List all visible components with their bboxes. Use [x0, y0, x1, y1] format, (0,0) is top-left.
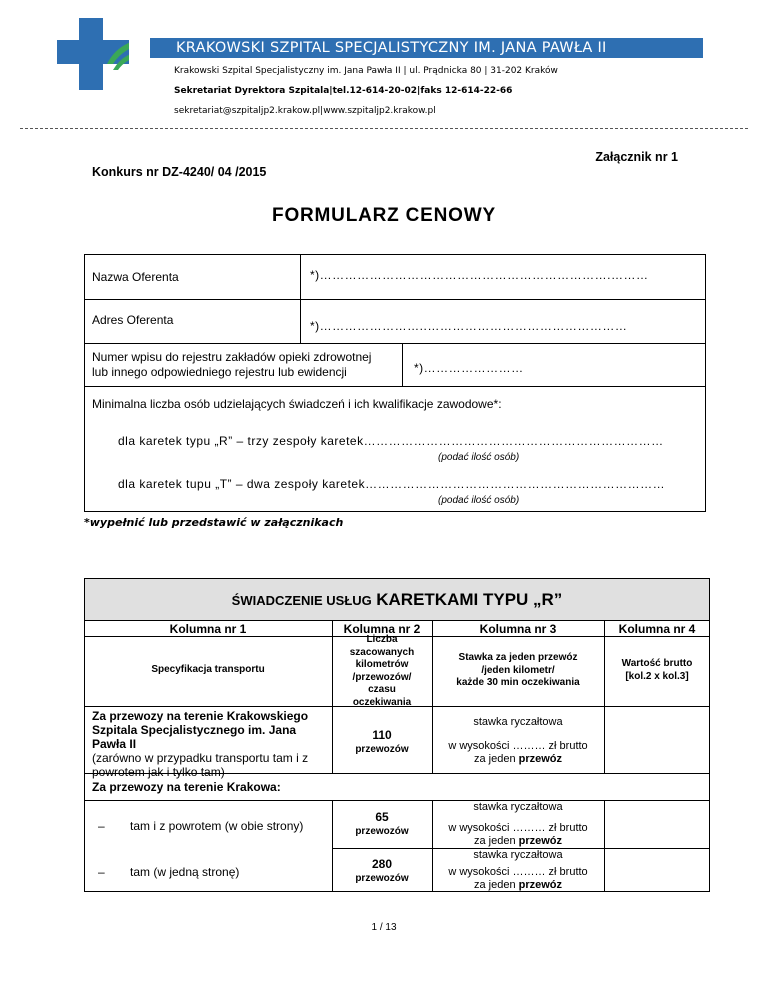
- form-title: FORMULARZ CENOWY: [272, 205, 496, 226]
- row-round-trip-unit: przewozów: [355, 826, 409, 837]
- pricing-table-title: ŚWIADCZENIE USŁUG KARETKAMI TYPU „R”: [231, 590, 563, 609]
- row-round-trip-gross-value[interactable]: [606, 802, 708, 847]
- row-hospital-gross-value[interactable]: [606, 708, 708, 772]
- offerer-name-field[interactable]: *)…………………………………………………………….………: [310, 268, 649, 282]
- divider: [604, 620, 605, 774]
- type-r-staff-field[interactable]: dla karetek typu „R” – trzy zespoły karetek………………………………………………………………: [118, 434, 664, 448]
- column-4-description: Wartość brutto [kol.2 x kol.3]: [621, 658, 693, 682]
- page-number: 1 / 13: [371, 922, 397, 933]
- header-contact: sekretariat@szpitaljp2.krakow.pl|www.szpitaljp2.krakow.pl: [174, 106, 436, 116]
- row-one-way-rate[interactable]: w wysokości ……… zł brutto za jeden przewóz: [448, 866, 588, 891]
- type-t-staff-note: (podać ilość osób): [438, 495, 520, 506]
- row-one-way-description: tam (w jedną stronę): [130, 865, 240, 879]
- column-1-header: Kolumna nr 1: [169, 622, 247, 636]
- row-hospital-rate-label: stawka ryczałtowa: [473, 716, 563, 728]
- type-t-staff-field[interactable]: dla karetek tupu „T” – dwa zespoły karetek………………………………………………………………: [118, 477, 666, 491]
- divider: [402, 343, 403, 387]
- column-4-header: Kolumna nr 4: [618, 622, 696, 636]
- row-round-trip-description: tam i z powrotem (w obie strony): [130, 819, 304, 833]
- hospital-name-banner: KRAKOWSKI SZPITAL SPECJALISTYCZNY IM. JANA PAWŁA II: [150, 38, 703, 58]
- divider: [84, 620, 710, 621]
- column-2-description: Liczba szacowanych kilometrów /przewozów/ czasu oczekiwania: [349, 634, 415, 708]
- min-staff-label: Minimalna liczba osób udzielających świadczeń i ich kwalifikacje zawodowe*:: [92, 397, 502, 411]
- row-hospital-rate[interactable]: w wysokości ……… zł brutto za jeden przewóz: [448, 740, 588, 765]
- fill-in-footnote: *wypełnić lub przedstawić w załącznikach: [84, 516, 344, 529]
- divider: [300, 254, 301, 344]
- column-3-header: Kolumna nr 3: [479, 622, 557, 636]
- offerer-name-label: Nazwa Oferenta: [92, 270, 179, 284]
- column-3-description: Stawka za jeden przewóz /jeden kilometr/ każde 30 min oczekiwania: [456, 652, 580, 688]
- header-address: Krakowski Szpital Specjalistyczny im. Jana Pawła II | ul. Prądnicka 80 | 31-202 Kraków: [174, 66, 558, 76]
- attachment-label: Załącznik nr 1: [595, 150, 678, 164]
- contest-number: Konkurs nr DZ-4240/ 04 /2015: [92, 165, 267, 179]
- row-hospital-unit: przewozów: [355, 744, 409, 755]
- divider: [604, 800, 605, 892]
- offerer-address-field[interactable]: *)……………………..…………………………………………: [310, 319, 628, 333]
- row-one-way-rate-label: stawka ryczałtowa: [473, 849, 563, 861]
- row-one-way-count: 280: [371, 857, 393, 871]
- dash-bullet: –: [98, 865, 105, 879]
- row-one-way-unit: przewozów: [355, 873, 409, 884]
- dash-bullet: –: [98, 819, 105, 833]
- row-hospital-count: 110: [372, 728, 392, 742]
- row-round-trip-count: 65: [375, 810, 389, 824]
- header-secretariat: Sekretariat Dyrektora Szpitala|tel.12-614-20-02|faks 12-614-22-66: [174, 86, 513, 96]
- type-r-staff-note: (podać ilość osób): [438, 452, 520, 463]
- registry-label-line-2: lub innego odpowiedniego rejestru lub ewidencji: [92, 365, 347, 379]
- row-hospital-description: Za przewozy na terenie Krakowskiego Szpitala Specjalistycznego im. Jana Pawła II (zarówno w przypadku transportu tam i z powrotem jak i tylko tam): [92, 709, 309, 779]
- column-1-description: Specyfikacja transportu: [151, 664, 265, 675]
- divider: [84, 299, 706, 300]
- row-round-trip-rate[interactable]: w wysokości ……… zł brutto za jeden przewóz: [448, 822, 588, 847]
- krakow-section-label: Za przewozy na terenie Krakowa:: [92, 780, 281, 794]
- registry-number-field[interactable]: *)……………………: [414, 361, 524, 375]
- row-one-way-gross-value[interactable]: [606, 850, 708, 890]
- offerer-address-label: Adres Oferenta: [92, 313, 174, 327]
- header-divider: [20, 128, 748, 129]
- column-2-header: Kolumna nr 2: [343, 622, 421, 636]
- divider: [84, 800, 710, 801]
- row-round-trip-rate-label: stawka ryczałtowa: [473, 801, 563, 813]
- registry-label-line-1: Numer wpisu do rejestru zakładów opieki zdrowotnej: [92, 350, 372, 364]
- hospital-cross-logo: [57, 18, 129, 90]
